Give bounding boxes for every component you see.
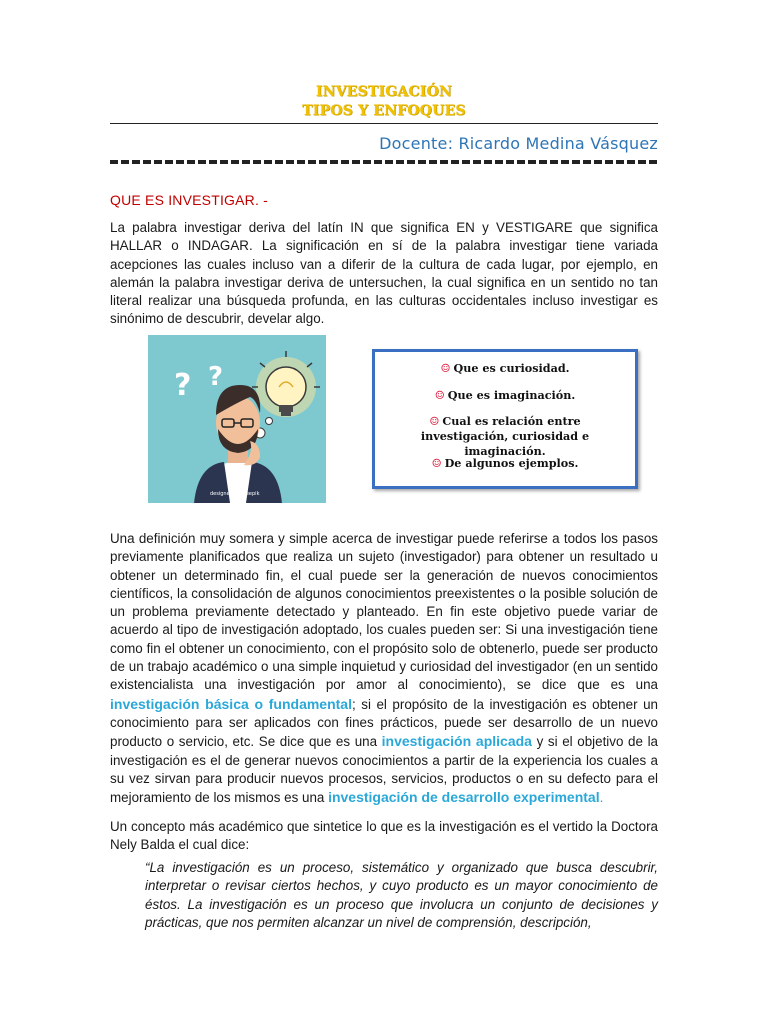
- question-item: ☺ Cual es relación entre investigación, curiosidad e imaginación.: [420, 414, 590, 458]
- smiley-icon: ☺: [440, 362, 451, 375]
- highlight-applied-research: investigación aplicada: [381, 733, 532, 750]
- header-rule: [110, 123, 658, 124]
- smiley-icon: ☺: [434, 389, 445, 402]
- intro-paragraph: La palabra investigar deriva del latín IN que significa EN y VESTIGARE que significa HALLAR o INDAGAR. La significación en sí de la palabra investigar tiene variada acepciones las cuales incluso van a diferir de la cultura de cada lugar, por ejemplo, en alemán la palabra investigar deriva de untersuchen, la cual significa en un sentido no tan literal realizar una búsqueda profunda, en las culturas occidentales incluso investigar es sinónimo de descubrir, develar algo.: [110, 220, 658, 327]
- question-item: ☺ Que es curiosidad.: [440, 361, 570, 375]
- section-title: QUE ES INVESTIGAR. -: [110, 192, 269, 208]
- dashed-separator: [110, 160, 658, 164]
- definition-paragraph: Una definición muy somera y simple acerca de investigar puede referirse a todos los pasos previamente planificados que realiza un sujeto (investigador) para obtener un resultado u obtener un determinado fin, el cual puede ser la generación de nuevos conocimientos científicos, la consolidación de algunos conocimientos preexistentes o la posible solución de un problema previamente detectado y planteado. En fin este objetivo puede variar de acuerdo al tipo de investigación adoptado, los cuales pueden ser: Si una investigación tiene como fin el obtener un conocimiento, con el propósito solo de obtenerlo, puede ser producto de un trabajo académico o una simple inquietud y curiosidad del investigador (en un sentido existencialista una investigación por amor al conocimiento), se dice que es una investigación básica o fundamental; si el propósito de la investigación es obtener un conocimiento para ser aplicados con fines prácticos, puede ser desarrollo de un nuevo producto o servicio, etc. Se dice que es una investigación aplicada y si el objetivo de la investigación es el de generar nuevos conocimientos a partir de la experiencia los cuales a su vez sirvan para producir nuevos procesos, servicios, productos o en su defecto para el mejoramiento de los mismos es una investigación de desarrollo experimental.: [110, 531, 658, 806]
- question-item: ☺ De algunos ejemplos.: [431, 456, 579, 470]
- question-item: ☺ Que es imaginación.: [434, 388, 576, 402]
- smiley-icon: ☺: [431, 457, 442, 470]
- thinking-man-illustration: [148, 335, 326, 503]
- question-mark-icon: ?: [208, 362, 224, 392]
- illustration-credit: designed by freepik: [210, 491, 260, 497]
- lightbulb-icon: [252, 351, 320, 417]
- document-subtitle: TIPOS Y ENFOQUES: [302, 103, 466, 119]
- academic-concept-paragraph: Un concepto más académico que sintetice lo que es la investigación es el vertido la Doctora Nely Balda el cual dice:: [110, 819, 658, 853]
- smiley-icon: ☺: [429, 415, 440, 428]
- document-title: INVESTIGACIÓN: [315, 84, 453, 100]
- question-mark-icon: ?: [174, 368, 192, 403]
- quote-block: “La investigación es un proceso, sistemático y organizado que busca descubrir, interpretar o revisar ciertos hechos, y cuyo producto es un mayor conocimiento de éstos. La investigación es un proceso que involucra un conjunto de decisiones y prácticas, que nos permiten alcanzar un nivel de comprensión, descripción,: [145, 860, 658, 930]
- questions-box: [372, 349, 638, 489]
- teacher-name: Docente: Ricardo Medina Vásquez: [379, 134, 658, 153]
- highlight-experimental-development: investigación de desarrollo experimental: [328, 789, 600, 806]
- highlight-basic-research: investigación básica o fundamental: [110, 695, 352, 712]
